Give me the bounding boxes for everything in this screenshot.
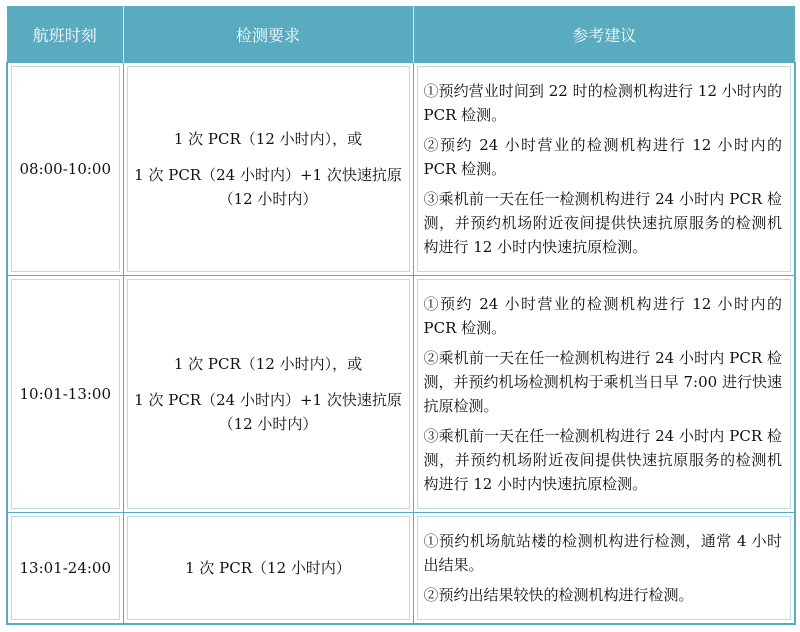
- time-cell: [7, 276, 123, 513]
- table-row: [7, 513, 795, 625]
- advice-item: ③乘机前一天在任一检测机构进行 24 小时内 PCR 检测，并预约机场附近夜间提供快速抗原服务的检测机构进行 12 小时内快速抗原检测。: [423, 427, 782, 493]
- advice-item: ③乘机前一天在任一检测机构进行 24 小时内 PCR 检测，并预约机场附近夜间提供快速抗原服务的检测机构进行 12 小时内快速抗原检测。: [423, 190, 782, 256]
- flight-time-text: 13:01-24:00: [19, 559, 112, 577]
- advice-item: ①预约机场航站楼的检测机构进行检测，通常 4 小时出结果。: [423, 532, 782, 574]
- advice-cell: [413, 276, 795, 513]
- advice-cell: [413, 63, 795, 276]
- requirement-cell: [123, 513, 413, 625]
- requirement-line: 1 次 PCR（12 小时内）: [185, 559, 351, 577]
- header-testing-requirement: 检测要求: [123, 6, 413, 63]
- requirement-line: 1 次 PCR（12 小时内），或: [173, 130, 363, 148]
- flight-time-text: 10:01-13:00: [19, 385, 112, 403]
- advice-cell: [413, 513, 795, 625]
- time-cell: [7, 63, 123, 276]
- advice-item: ②乘机前一天在任一检测机构进行 24 小时内 PCR 检测，并预约机场检测机构于乘机当日早 7:00 进行快速抗原检测。: [423, 349, 782, 415]
- requirement-line: 1 次 PCR（12 小时内），或: [173, 355, 363, 373]
- advice-item: ②预约出结果较快的检测机构进行检测。: [423, 586, 694, 604]
- table-row: [7, 276, 795, 513]
- advice-item: ①预约营业时间到 22 时的检测机构进行 12 小时内的 PCR 检测。: [423, 82, 782, 124]
- testing-requirements-table-container: [6, 6, 794, 625]
- requirement-cell: [123, 63, 413, 276]
- requirement-cell: [123, 276, 413, 513]
- table-header-row: [7, 6, 795, 63]
- table-row: [7, 63, 795, 276]
- advice-item: ②预约 24 小时营业的检测机构进行 12 小时内的 PCR 检测。: [423, 136, 782, 178]
- advice-item: ①预约 24 小时营业的检测机构进行 12 小时内的 PCR 检测。: [423, 295, 782, 337]
- time-cell: [7, 513, 123, 625]
- flight-time-text: 08:00-10:00: [19, 160, 112, 178]
- header-flight-time: 航班时刻: [7, 6, 123, 63]
- header-reference-advice: 参考建议: [413, 6, 795, 63]
- testing-requirements-table: [6, 6, 796, 625]
- requirement-line: 1 次 PCR（24 小时内）+1 次快速抗原（12 小时内）: [134, 166, 402, 208]
- requirement-line: 1 次 PCR（24 小时内）+1 次快速抗原（12 小时内）: [134, 391, 402, 433]
